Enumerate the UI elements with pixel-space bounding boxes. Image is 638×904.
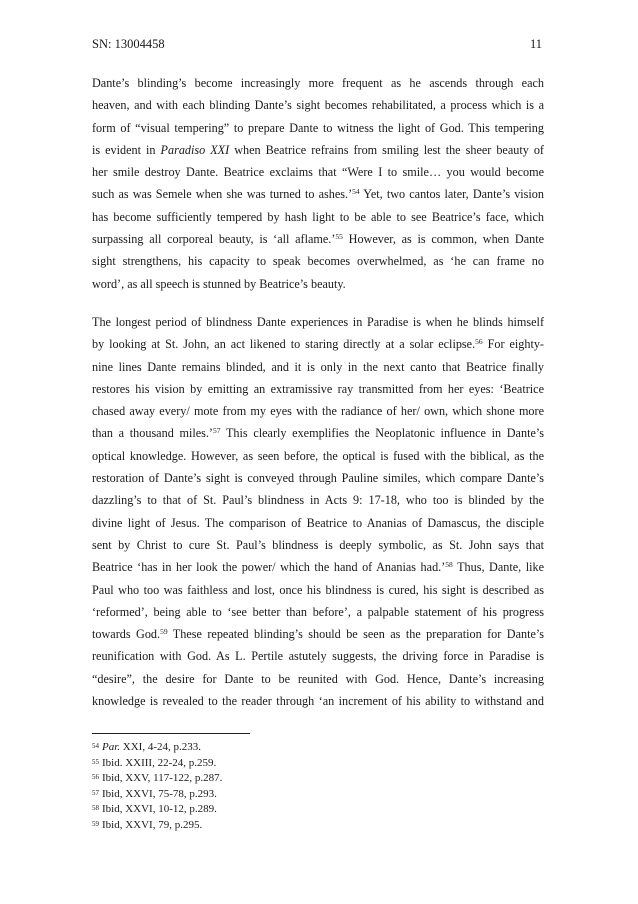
text-line: Paul who too was faithless and lost, once his blindness is cured, his sight is described as [92,582,544,597]
footnote [92,787,392,803]
student-number: SN: 13004458 [92,37,165,51]
footnote-separator [92,733,250,734]
text-span: surpassing all corporeal beauty, is ‘all aflame.’ [92,232,336,247]
text-line [92,558,544,580]
text-line [92,141,544,163]
page-header [92,36,542,52]
text-line: optical knowledge. However, as seen before, the optical is fused with the biblical, as the [92,448,544,463]
footnote-number: 58 [92,804,99,812]
text-span: For eighty- [482,337,544,352]
text-line: word’, as all speech is stunned by Beatrice’s beauty. [92,276,346,291]
text-span: These repeated blinding’s should be seen as the preparation for Dante’s [167,627,544,642]
text-span: when Beatrice refrains from smiling lest the sheer beauty of [229,142,544,157]
footnote-number: 59 [92,819,99,828]
text-span: Yet, two cantos later, Dante’s vision [359,187,544,202]
text-line: restores his vision by emitting an extramissive ray transmitted from her eyes: ‘Beatrice [92,381,544,396]
text-line [92,185,544,207]
text-line [92,625,544,647]
body-text [92,74,544,714]
paragraph-1 [92,74,544,297]
footnote-number: 56 [92,773,99,781]
text-line: form of “visual tempering” to prepare Dante to witness the light of God. This tempering [92,120,544,135]
text-span: However, as is common, when Dante [342,232,544,247]
text-line: has become sufficiently tempered by hash light to be able to see Beatrice’s face, which [92,209,544,224]
footnote-ref[interactable]: 57 [213,426,221,436]
text-line: her smile destroy Dante. Beatrice exclaims that “Were I to smile… you would become [92,165,544,180]
text-line: restoration of Dante’s sight is conveyed through Pauline similes, which compare Dante’s [92,471,544,486]
footnote-text: Ibid, XXVI, 10-12, p.289. [102,803,217,815]
footnote-ref[interactable]: 59 [160,627,168,637]
text-span: by looking at St. John, an act likened to staring directly at a solar eclipse. [92,337,476,352]
text-line: ‘reformed’, being able to ‘see better than before’, a palpable statement of his progress [92,604,544,619]
footnote [92,818,392,834]
text-line [92,230,544,252]
footnote [92,756,392,772]
text-line: reunification with God. As L. Pertile astutely suggests, the driving force in Paradise is [92,649,544,664]
footnote-ref[interactable]: 54 [352,187,360,197]
footnote-text: Ibid, XXVI, 75-78, p.293. [102,787,217,800]
text-line [92,335,544,357]
text-line: sent by Christ to cure St. Paul’s blindness is deeply symbolic, as St. John says that [92,537,544,552]
footnote-ref[interactable]: 56 [475,337,483,347]
footnotes [92,740,392,833]
paragraph-2 [92,313,544,714]
text-line [92,424,544,446]
text-line: knowledge is revealed to the reader through ‘an increment of his ability to withstand and [92,694,544,709]
text-line: Dante’s blinding’s become increasingly more frequent as he ascends through each [92,76,544,90]
footnote [92,740,392,756]
footnote-ref[interactable]: 58 [445,560,453,570]
footnote-number: 55 [92,757,99,766]
text-line: heaven, and with each blinding Dante’s sight becomes rehabilitated, a process which is a [92,98,544,113]
text-span: Thus, Dante, like [452,560,544,575]
footnote-text: Ibid, XXV, 117-122, p.287. [102,772,223,784]
text-line: sight strengthens, his capacity to speak becomes overwhelmed, as ‘he can frame no [92,254,544,269]
text-line: “desire”, the desire for Dante to be reunited with God. Hence, Dante’s increasing [92,671,544,686]
footnote-number: 57 [92,788,99,797]
text-line: nine lines Dante remains blinded, and it is only in the next canto that Beatrice finally [92,359,544,374]
text-span: is evident in [92,142,161,157]
text-span: Beatrice ‘has in her look the power/ which the hand of Ananias had.’ [92,560,446,575]
footnote [92,771,392,787]
text-span: such as was Semele when she was turned to ashes.’ [92,187,353,202]
text-line: dazzling’s to that of St. Paul’s blindness in Acts 9: 17-18, who too is blinded by the [92,493,544,508]
footnote-text: Ibid, XXVI, 79, p.295. [102,818,203,831]
footnote-text: XXI, 4-24, p.233. [120,741,201,753]
footnote [92,802,392,818]
text-span: towards God. [92,627,161,642]
text-span: This clearly exemplifies the Neoplatonic influence in Dante’s [220,426,544,441]
footnote-text: Ibid. XXIII, 22-24, p.259. [102,756,217,769]
text-span: than a thousand miles.’ [92,426,213,441]
text-line: chased away every/ mote from my eyes with the radiance of her/ own, which shone more [92,404,544,419]
footnote-ref[interactable]: 55 [335,232,343,242]
footnote-italic: Par. [102,741,121,753]
italic-title: Paradiso XXI [160,142,230,157]
text-line: The longest period of blindness Dante experiences in Paradise is when he blinds himself [92,314,544,329]
footnote-number: 54 [92,742,99,750]
page-number: 11 [529,37,542,51]
text-line: divine light of Jesus. The comparison of Beatrice to Ananias of Damascus, the disciple [92,515,544,530]
